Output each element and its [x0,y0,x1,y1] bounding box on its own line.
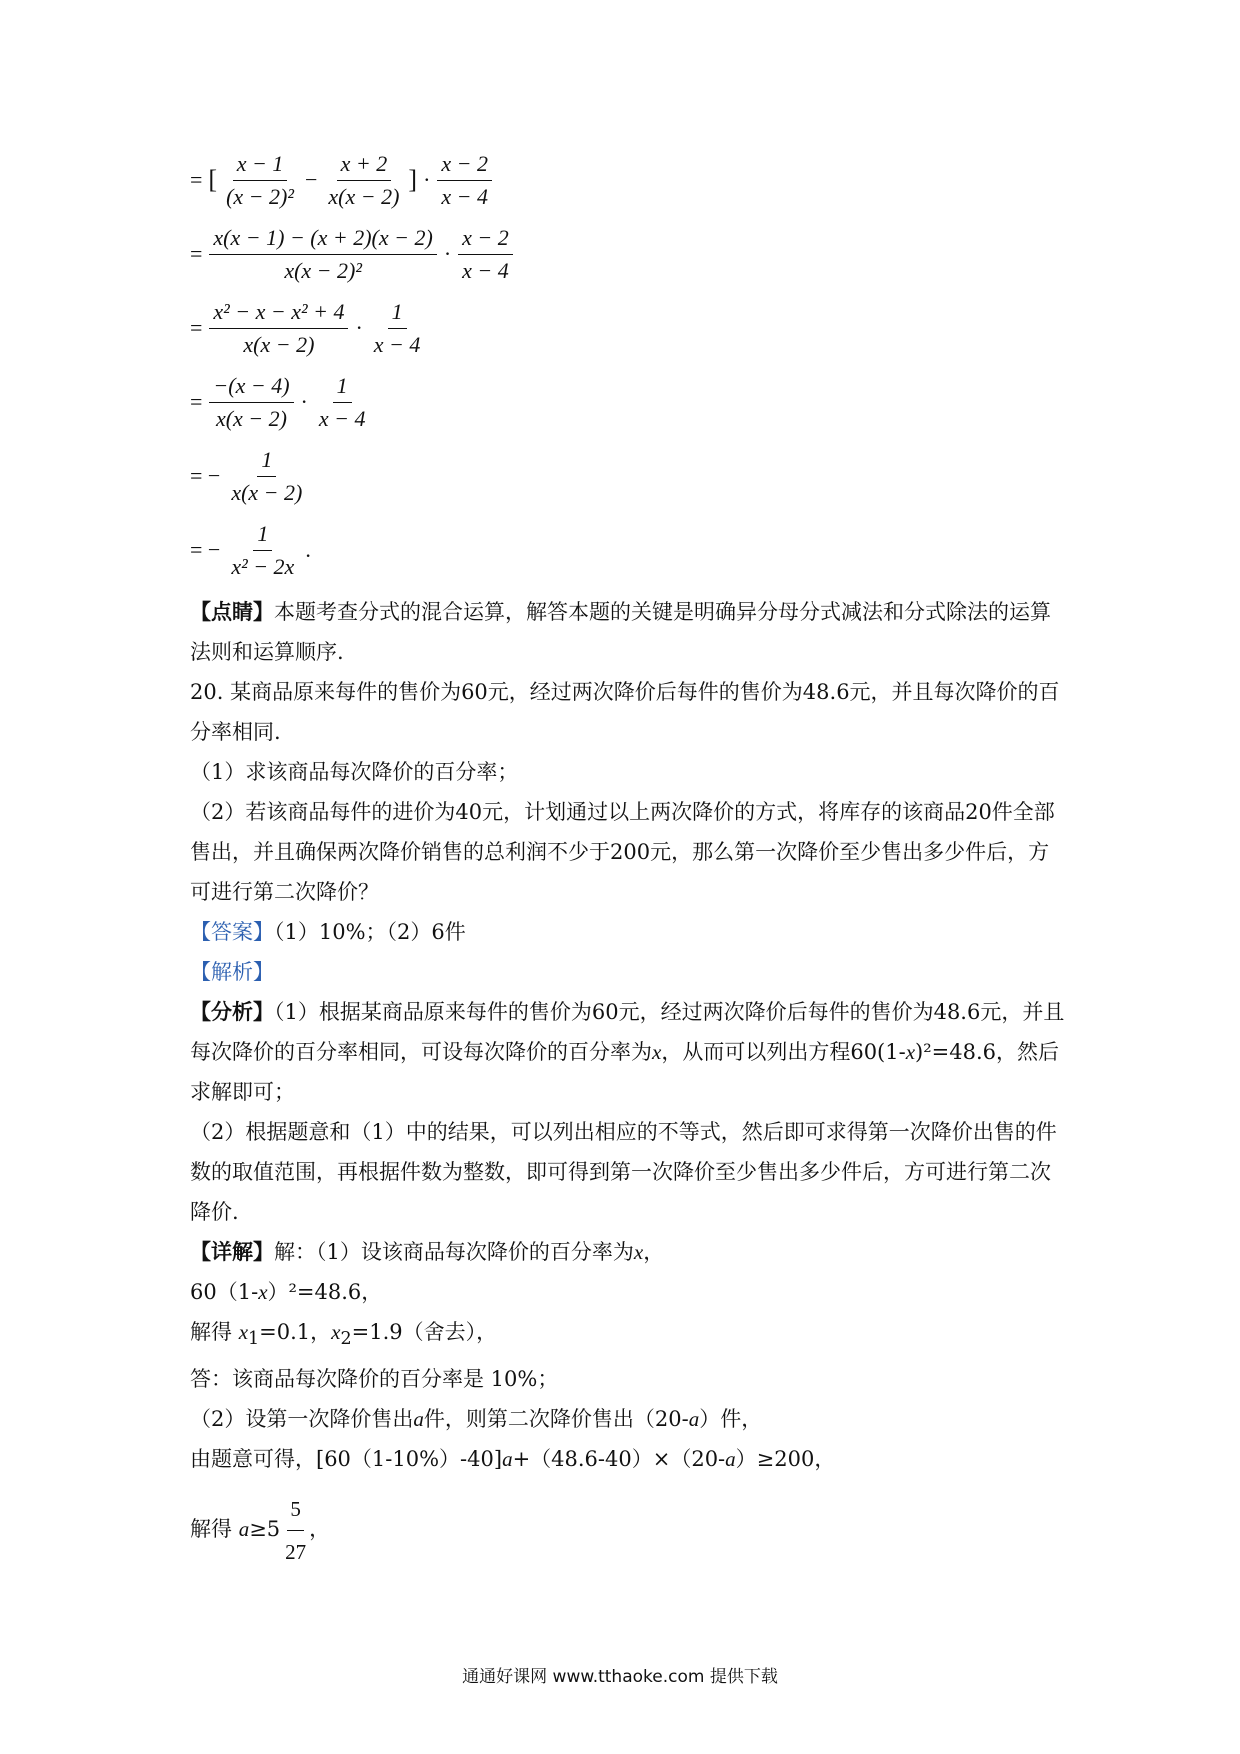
math-step-6 [190,518,1070,582]
equals-sign: = [190,389,203,414]
variable-x1: x [238,1320,249,1344]
xiangjie-line-5 [190,1399,1070,1439]
fenxi-tag: 【分析】 [190,999,274,1024]
solution-text: 解得 [190,1517,239,1542]
fraction [315,373,370,432]
solution-text: =1.9（舍去）， [351,1320,498,1344]
fenxi-text-1c: )²=48.6，然后求解即可； [190,1040,1059,1104]
xiangjie-tag: 【详解】 [190,1239,274,1264]
jiexi-tag: 【解析】 [190,960,274,984]
numerator: x − 2 [458,225,513,255]
xiangjie-line-3 [190,1312,1070,1359]
equation-text: 60（1- [190,1280,259,1304]
denominator: (x − 2)² [226,183,294,209]
right-bracket: ] [408,165,418,194]
subscript-2: 2 [340,1329,352,1350]
dianjing-paragraph [190,592,1070,672]
solution-text: （2）设第一次降价售出 [190,1407,414,1432]
answer-tag: 【答案】 [190,920,274,944]
dianjing-text: 本题考查分式的混合运算，解答本题的关键是明确异分母分式减法和分式除法的运算法则和运算顺序. [190,600,1051,664]
denominator: x − 4 [318,405,366,431]
math-step-3 [190,296,1070,360]
page-footer: 通通好课网 www.tthaoke.com 提供下载 [462,1667,778,1687]
xiangjie-line-2 [190,1272,1070,1312]
answer-paragraph [190,912,1070,952]
fenxi-text-1b: ，从而可以列出方程60(1- [661,1040,906,1064]
question-20-part2: （2）若该商品每件的进价为40元，计划通过以上两次降价的方式，将库存的该商品20件全部售出，并且确保两次降价销售的总利润不少于200元，那么第一次降价至少售出多少件后，方可进行第二次降价？ [190,800,1055,904]
numerator: x − 2 [437,151,492,181]
multiply-dot: · [300,389,308,414]
xiangjie-text: ， [643,1240,665,1264]
variable-x: x [905,1040,916,1064]
text-body [190,592,1070,1572]
denominator: x(x − 2)² [284,257,362,283]
equals-sign: = − [190,463,221,488]
equals-sign: = [190,167,203,192]
fraction [209,373,293,432]
jiexi-paragraph [190,952,1070,992]
numerator: 1 [257,447,276,477]
fraction [227,447,306,506]
equals-sign: = [190,315,203,340]
fenxi-paragraph-2: （2）根据题意和（1）中的结果，可以列出相应的不等式，然后即可求得第一次降价出售的件数的取值范围，再根据件数为整数，即可得到第一次降价至少售出多少件后，方可进行第二次降价. [190,1120,1057,1224]
denominator: x − 4 [462,257,509,283]
numerator: −(x − 4) [209,373,293,403]
fraction [222,151,298,210]
denominator: x(x − 2) [243,331,315,357]
fenxi-text-1: （1）根据某商品原来每件的售价为60元，经过两次降价后每件的售价为48.6元，并且每次降价的百分率相同，可设每次降价的百分率为 [190,1000,1065,1064]
fraction [227,521,298,580]
numerator: 1 [333,373,352,403]
numerator: x − 1 [233,151,288,181]
fraction [437,151,492,210]
xiangjie-line-7 [190,1489,1070,1572]
equation-text: ）²=48.6， [267,1280,383,1304]
variable-x: x [633,1240,644,1264]
equals-sign: = [190,241,203,266]
numerator: x(x − 1) − (x + 2)(x − 2) [209,225,436,255]
fraction [370,299,425,358]
period: . [305,537,311,562]
solution-text: ， [309,1517,331,1542]
variable-x: x [652,1040,662,1064]
math-step-4 [190,370,1070,434]
solution-text: 件，则第二次降价售出（20- [423,1407,689,1432]
mixed-fraction [282,1489,309,1572]
numerator: x + 2 [337,151,392,181]
question-20-stem: 20. 某商品原来每件的售价为60元，经过两次降价后每件的售价为48.6元，并且每次降价的百分率相同. [190,680,1060,744]
denominator: x(x − 2) [231,479,303,505]
dianjing-tag: 【点睛】 [190,599,274,624]
fraction [324,151,403,210]
question-20-part1: （1）求该商品每次降价的百分率； [190,760,519,784]
denominator: x(x − 2) [328,183,400,209]
math-step-2 [190,222,1070,286]
solution-text: ）件， [699,1407,763,1432]
answer-text: （1）10%；（2）6件 [274,920,466,944]
minus-sign: − [304,167,318,192]
variable-a: a [502,1447,513,1472]
numerator: 1 [253,521,272,551]
denominator: x − 4 [441,183,489,209]
numerator: x² − x − x² + 4 [209,299,348,329]
xiangjie-line-1 [190,1232,1070,1272]
content-area [190,148,1070,1572]
variable-x: x [258,1280,268,1304]
inequality-text: ）≥200， [735,1447,836,1472]
denominator: x(x − 2) [215,405,287,431]
left-bracket: [ [208,165,218,194]
solution-text: ≥5 [249,1517,281,1542]
inequality-text: +（48.6-40）×（20- [512,1447,726,1472]
variable-a: a [238,1517,250,1542]
fraction [209,299,348,358]
xiangjie-line-6 [190,1439,1070,1479]
denominator: x² − 2x [231,553,295,579]
math-step-1 [190,148,1070,212]
variable-a: a [413,1407,424,1432]
denominator: 27 [285,1540,307,1565]
solution-text: 解得 [190,1320,239,1344]
numerator: 5 [287,1489,304,1531]
variable-a: a [688,1407,700,1432]
xiangjie-text: 解：（1）设该商品每次降价的百分率为 [274,1240,634,1264]
multiply-dot: · [355,315,363,340]
subscript-1: 1 [248,1329,260,1350]
variable-a: a [725,1447,736,1472]
multiply-dot: · [423,167,431,192]
math-step-5 [190,444,1070,508]
fraction [209,225,436,284]
numerator: 1 [388,299,407,329]
inequality-text: 由题意可得，[60（1-10%）-40] [190,1447,503,1472]
solution-text: =0.1， [259,1320,332,1344]
multiply-dot: · [443,241,452,266]
fenxi-paragraph-1 [190,992,1070,1112]
denominator: x − 4 [373,331,421,357]
fraction [458,225,513,284]
variable-x2: x [331,1320,341,1344]
equals-sign: = − [190,537,221,562]
xiangjie-line-4: 答：该商品每次降价的百分率是 10%； [190,1367,559,1392]
